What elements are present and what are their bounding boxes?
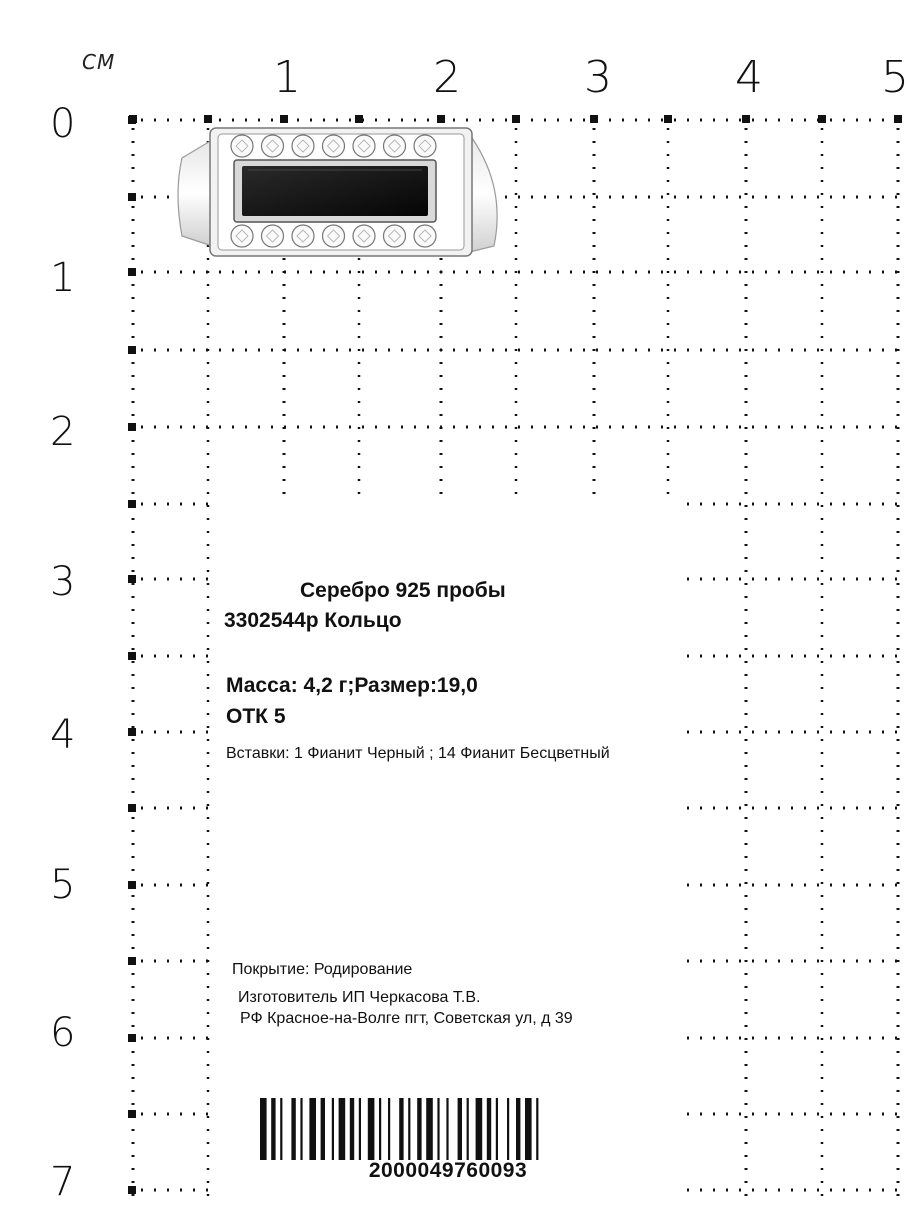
grid-tick <box>128 728 136 736</box>
side-stone <box>353 135 375 157</box>
side-stone <box>292 225 314 247</box>
barcode-bar <box>332 1098 334 1160</box>
barcode-bar <box>496 1098 498 1160</box>
grid-tick <box>664 115 672 123</box>
barcode-bar <box>368 1098 375 1160</box>
barcode-bar <box>291 1098 295 1160</box>
barcode <box>260 1098 640 1160</box>
barcode-bar <box>417 1098 421 1160</box>
barcode-bar <box>260 1098 267 1160</box>
label-title: Серебро 925 пробы <box>300 579 506 602</box>
ruler-y-label: 4 <box>50 712 76 758</box>
ruler-x-label: 3 <box>584 52 612 103</box>
unit-label: CM <box>82 50 116 74</box>
grid-tick <box>128 193 136 201</box>
label-address: РФ Красное-на-Волге пгт, Советская ул, д 39 <box>240 1010 573 1027</box>
barcode-bar <box>437 1098 439 1160</box>
grid-tick <box>512 115 520 123</box>
barcode-bar <box>476 1098 483 1160</box>
ruler-x-label: 2 <box>433 52 461 103</box>
barcode-bar <box>300 1098 302 1160</box>
ruler-y-label: 1 <box>50 255 76 301</box>
label-manufacturer: Изготовитель ИП Черкасова Т.В. <box>238 989 481 1006</box>
barcode-bar <box>507 1098 509 1160</box>
grid-tick <box>128 268 136 276</box>
side-stone <box>384 225 406 247</box>
grid-tick <box>590 115 598 123</box>
label-inserts: Вставки: 1 Фианит Черный ; 14 Фианит Бесцветный <box>226 745 610 762</box>
ruler-y-label: 2 <box>50 409 76 455</box>
grid-tick <box>128 804 136 812</box>
label-coating: Покрытие: Родирование <box>232 961 413 978</box>
barcode-bar <box>408 1098 410 1160</box>
grid-tick <box>129 115 137 123</box>
barcode-bar <box>467 1098 469 1160</box>
ruler-y-label: 0 <box>50 101 76 147</box>
barcode-bar <box>359 1098 361 1160</box>
side-stone <box>414 225 436 247</box>
barcode-bar <box>379 1098 381 1160</box>
grid-tick <box>128 881 136 889</box>
label-otk: ОТК 5 <box>226 705 286 728</box>
ruler-y-label: 6 <box>50 1010 76 1056</box>
barcode-number: 2000049760093 <box>368 1159 528 1182</box>
side-stone <box>323 225 345 247</box>
barcode-bar <box>321 1098 325 1160</box>
grid-tick <box>128 1110 136 1118</box>
product-label <box>212 495 684 1200</box>
side-stone <box>292 135 314 157</box>
side-stone <box>262 225 284 247</box>
center-stone <box>242 166 428 216</box>
grid-tick <box>128 1186 136 1194</box>
side-stone <box>384 135 406 157</box>
barcode-bar <box>309 1098 316 1160</box>
label-mass-size: Масса: 4,2 г;Размер:19,0 <box>226 674 478 697</box>
ruler-x-label: 4 <box>735 52 763 103</box>
grid-tick <box>128 957 136 965</box>
barcode-bar <box>458 1098 462 1160</box>
grid-tick <box>894 115 902 123</box>
grid-tick <box>128 423 136 431</box>
ruler-y-label: 5 <box>50 862 76 908</box>
label-article: 3302544р Кольцо <box>224 609 402 632</box>
side-stone <box>231 225 253 247</box>
barcode-bar <box>399 1098 403 1160</box>
grid-tick <box>128 346 136 354</box>
barcode-bar <box>446 1098 448 1160</box>
barcode-bar <box>350 1098 354 1160</box>
ruler-y-label: 3 <box>50 559 76 605</box>
ruler-x-label: 1 <box>273 52 301 103</box>
barcode-bar <box>525 1098 532 1160</box>
grid-tick <box>128 652 136 660</box>
grid-tick <box>128 1034 136 1042</box>
grid-tick <box>742 115 750 123</box>
side-stone <box>231 135 253 157</box>
barcode-bar <box>516 1098 520 1160</box>
barcode-bar <box>271 1098 275 1160</box>
ring-image <box>172 118 512 268</box>
ruler-y-label: 7 <box>50 1159 76 1205</box>
side-stone <box>353 225 375 247</box>
barcode-bar <box>487 1098 491 1160</box>
side-stone <box>323 135 345 157</box>
barcode-bar <box>280 1098 282 1160</box>
barcode-bar <box>426 1098 433 1160</box>
barcode-bar <box>536 1098 538 1160</box>
barcode-bar <box>339 1098 346 1160</box>
barcode-bar <box>388 1098 390 1160</box>
grid-tick <box>818 115 826 123</box>
grid-tick <box>128 500 136 508</box>
side-stone <box>262 135 284 157</box>
ruler-x-label: 5 <box>881 52 909 103</box>
side-stone <box>414 135 436 157</box>
grid-tick <box>128 575 136 583</box>
